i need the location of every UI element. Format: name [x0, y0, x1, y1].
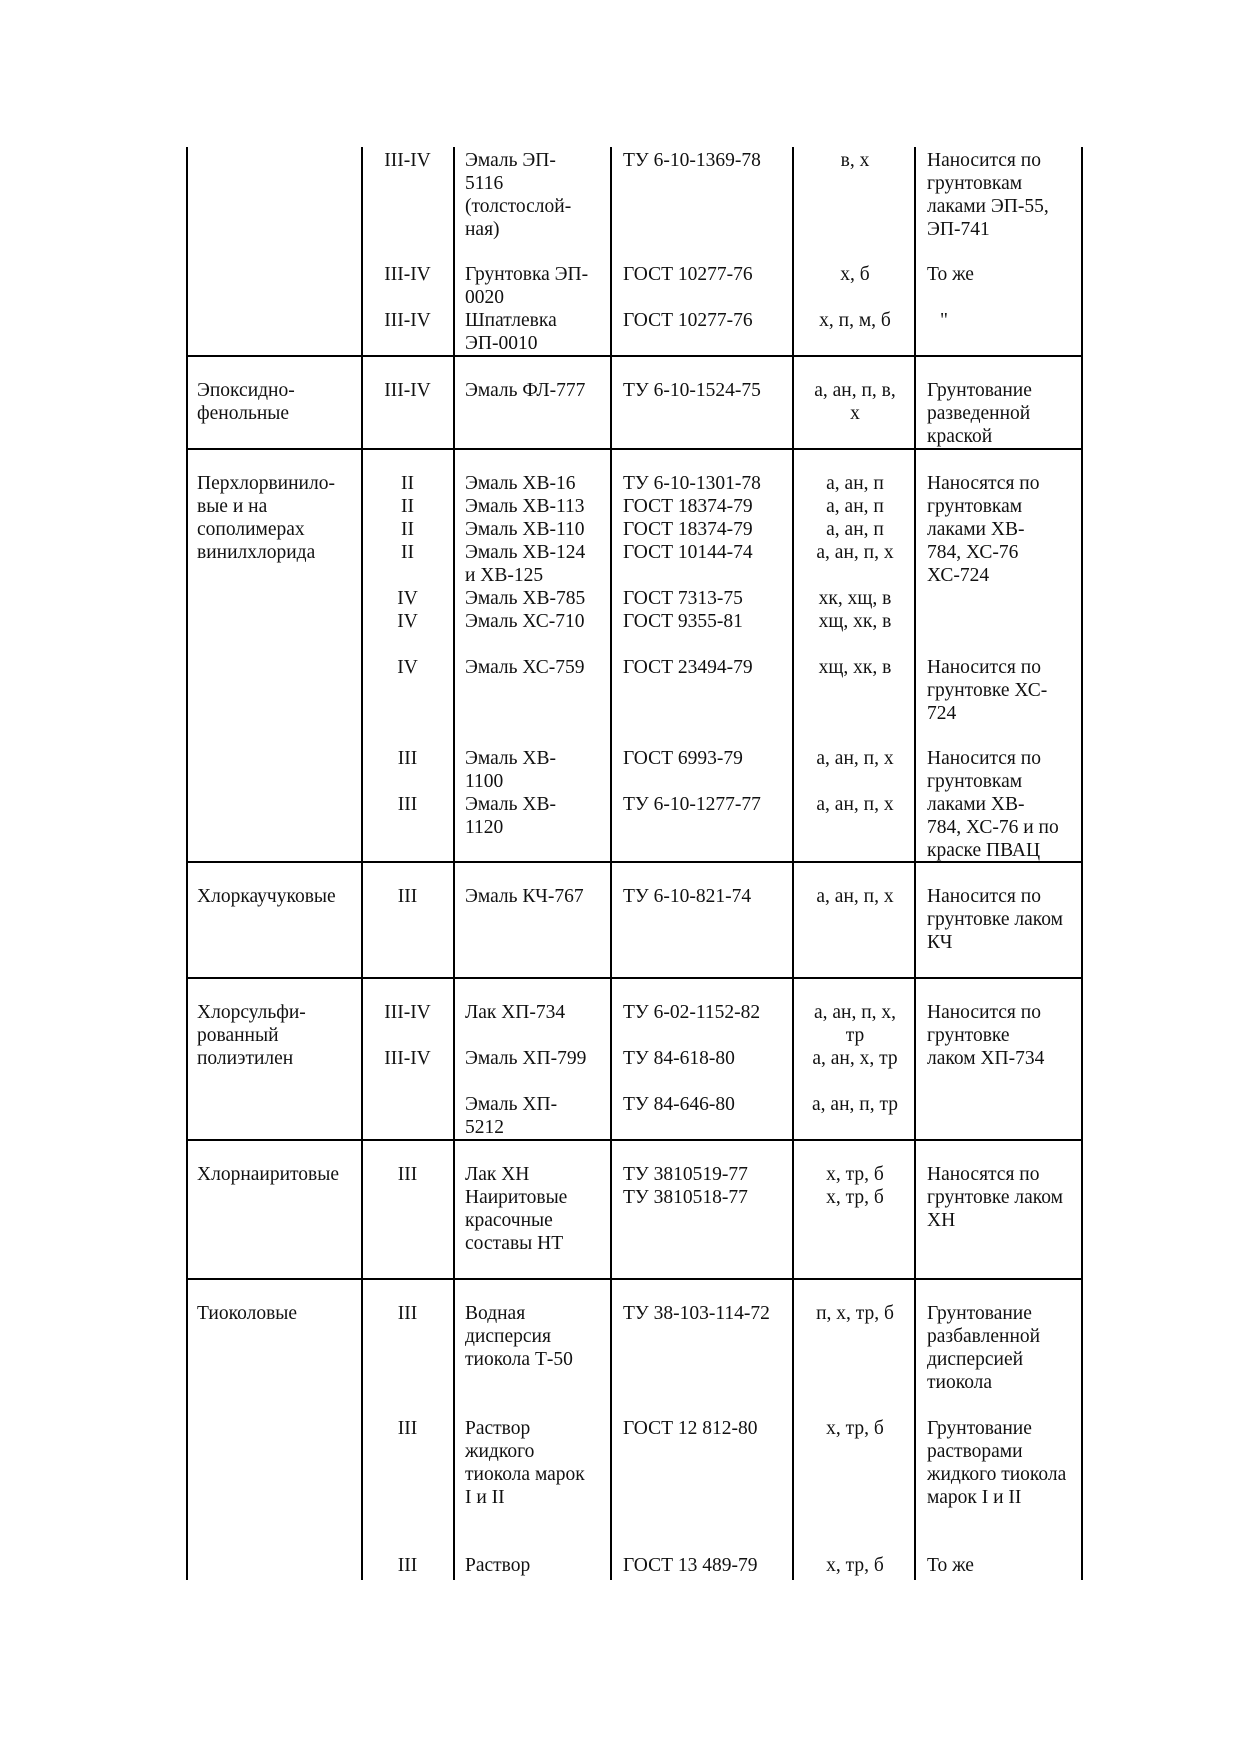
- table-border-left: [186, 147, 188, 1580]
- table-cell-name: Водная дисперсия тиокола Т-50: [465, 1303, 573, 1370]
- table-cell-class: III: [397, 1418, 418, 1439]
- table-cell-standard: ТУ 6-10-1277-77: [623, 794, 761, 815]
- table-cell-conditions: х, б: [840, 264, 870, 285]
- table-cell-standard: ТУ 6-10-1524-75: [623, 380, 761, 401]
- table-cell-standard: ТУ 6-10-1301-78 ГОСТ 18374-79 ГОСТ 18374-79 ГОСТ 10144-74: [623, 473, 761, 563]
- column-divider: [453, 147, 455, 1580]
- row-divider: [186, 355, 1083, 357]
- table-cell-name: Эмаль ХП-799: [465, 1048, 587, 1069]
- table-cell-standard: ТУ 6-02-1152-82: [623, 1002, 761, 1023]
- table-cell-standard: ГОСТ 10277-76: [623, 264, 753, 285]
- table-cell-note: Наносятся по грунтовкам лаками ХВ- 784, ХС-76 ХС-724: [927, 473, 1040, 586]
- table-border-right: [1081, 147, 1083, 1580]
- table-cell-note: Грунтование растворами жидкого тиокола марок I и II: [927, 1418, 1067, 1508]
- table-cell-conditions: в, х: [840, 150, 870, 171]
- row-divider: [186, 977, 1083, 979]
- row-divider: [186, 448, 1083, 450]
- table-cell-conditions: х, тр, б: [826, 1555, 884, 1576]
- table-cell-material: Хлорсульфи- рованный полиэтилен: [197, 1002, 306, 1069]
- table-cell-class: III: [397, 886, 418, 907]
- column-divider: [361, 147, 363, 1580]
- table-cell-note: Наносится по грунтовкам лаками ХВ- 784, ХС-76 и по краске ПВАЦ: [927, 748, 1059, 861]
- table-cell-conditions: а, ан, п, х: [816, 794, 894, 815]
- table-cell-class: III: [397, 1164, 418, 1185]
- table-cell-conditions: а, ан, п, х: [816, 886, 894, 907]
- table-cell-standard: ТУ 3810519-77 ТУ 3810518-77: [623, 1164, 748, 1208]
- table-cell-note: Наносится по грунтовкам лаками ЭП-55, ЭП-741: [927, 150, 1049, 240]
- table-cell-class: III-IV: [384, 310, 431, 331]
- table-cell-name: Эмаль ХП- 5212: [465, 1094, 558, 1138]
- column-divider: [792, 147, 794, 1580]
- table-cell-note: Грунтование разведенной краской: [927, 380, 1032, 447]
- table-cell-name: Лак ХП-734: [465, 1002, 566, 1023]
- table-cell-class: III: [397, 1555, 418, 1576]
- table-cell-conditions: а, ан, п, в, х: [814, 380, 896, 424]
- table-cell-conditions: а, ан, х, тр: [812, 1048, 898, 1069]
- table-cell-name: Эмаль ХВ- 1120: [465, 794, 556, 838]
- table-cell-standard: ТУ 84-618-80: [623, 1048, 735, 1069]
- table-cell-class: IV: [397, 657, 418, 678]
- table-cell-name: Раствор жидкого тиокола марок I и II: [465, 1418, 585, 1508]
- table-cell-note: Наносится по грунтовке лаком КЧ: [927, 886, 1064, 953]
- table-cell-conditions: х, п, м, б: [819, 310, 891, 331]
- table-cell-material: Хлоркаучуковые: [197, 886, 336, 907]
- table-cell-standard: ТУ 6-10-1369-78: [623, 150, 761, 171]
- table-cell-standard: ГОСТ 6993-79: [623, 748, 743, 769]
- table-cell-class: III-IV: [384, 150, 431, 171]
- table-cell-conditions: х, тр, б х, тр, б: [826, 1164, 884, 1208]
- column-divider: [610, 147, 612, 1580]
- table-cell-standard: ГОСТ 13 489-79: [623, 1555, 758, 1576]
- table-cell-standard: ТУ 84-646-80: [623, 1094, 735, 1115]
- table-cell-name: Эмаль ХС-759: [465, 657, 585, 678]
- table-cell-conditions: а, ан, п а, ан, п а, ан, п а, ан, п, х: [816, 473, 894, 563]
- table-cell-class: III-IV: [384, 264, 431, 285]
- table-cell-note: Грунтование разбавленной дисперсией тиокола: [927, 1303, 1041, 1393]
- table-cell-class: III-IV: [384, 1048, 431, 1069]
- table-cell-class: III: [397, 748, 418, 769]
- table-cell-conditions: хк, хщ, в хщ, хк, в: [818, 588, 892, 632]
- table-cell-class: III-IV: [384, 380, 431, 401]
- table-cell-class: III: [397, 794, 418, 815]
- table-cell-class: IV IV: [397, 588, 418, 632]
- table-cell-class: II II II II: [401, 473, 414, 563]
- table-cell-material: Хлорнаиритовые: [197, 1164, 340, 1185]
- table-cell-conditions: х, тр, б: [826, 1418, 884, 1439]
- table-cell-standard: ТУ 38-103-114-72: [623, 1303, 770, 1324]
- table-cell-standard: ГОСТ 7313-75 ГОСТ 9355-81: [623, 588, 743, 632]
- table-cell-material: Перхлорвинило- вые и на сополимерах винилхлорида: [197, 473, 335, 563]
- table-cell-name: Эмаль ФЛ-777: [465, 380, 586, 401]
- table-cell-note: Наносится по грунтовке лаком ХП-734: [927, 1002, 1045, 1069]
- table-cell-note: То же: [927, 1555, 974, 1576]
- table-cell-name: Лак ХН Наиритовые красочные составы НТ: [465, 1164, 568, 1254]
- table-cell-name: Шпатлевка ЭП-0010: [465, 310, 557, 354]
- table-cell-standard: ТУ 6-10-821-74: [623, 886, 752, 907]
- table-cell-standard: ГОСТ 12 812-80: [623, 1418, 758, 1439]
- table-cell-name: Раствор: [465, 1555, 531, 1576]
- column-divider: [914, 147, 916, 1580]
- table-cell-material: Тиоколовые: [197, 1303, 298, 1324]
- table-cell-name: Эмаль ХВ-16 Эмаль ХВ-113 Эмаль ХВ-110 Эмаль ХВ-124 и ХВ-125: [465, 473, 586, 586]
- table-cell-conditions: а, ан, п, х: [816, 748, 894, 769]
- table-cell-name: Эмаль КЧ-767: [465, 886, 584, 907]
- table-cell-name: Эмаль ЭП- 5116 (толстослой- ная): [465, 150, 572, 240]
- table-cell-name: Грунтовка ЭП- 0020: [465, 264, 589, 308]
- table-cell-conditions: а, ан, п, х, тр: [813, 1002, 897, 1046]
- table-cell-material: Эпоксидно- фенольные: [197, 380, 295, 424]
- table-cell-note: ": [940, 310, 948, 331]
- table-cell-standard: ГОСТ 23494-79: [623, 657, 753, 678]
- row-divider: [186, 1139, 1083, 1141]
- row-divider: [186, 1278, 1083, 1280]
- table-cell-note: Наносятся по грунтовке лаком ХН: [927, 1164, 1064, 1231]
- table-cell-class: III: [397, 1303, 418, 1324]
- table-cell-note: Наносится по грунтовке ХС- 724: [927, 657, 1048, 724]
- table-cell-note: То же: [927, 264, 974, 285]
- table-cell-class: III-IV: [384, 1002, 431, 1023]
- table-cell-conditions: хщ, хк, в: [818, 657, 892, 678]
- table-cell-conditions: п, х, тр, б: [816, 1303, 894, 1324]
- table-cell-conditions: а, ан, п, тр: [812, 1094, 898, 1115]
- table-cell-name: Эмаль ХВ- 1100: [465, 748, 556, 792]
- table-cell-name: Эмаль ХВ-785 Эмаль ХС-710: [465, 588, 586, 632]
- table-cell-standard: ГОСТ 10277-76: [623, 310, 753, 331]
